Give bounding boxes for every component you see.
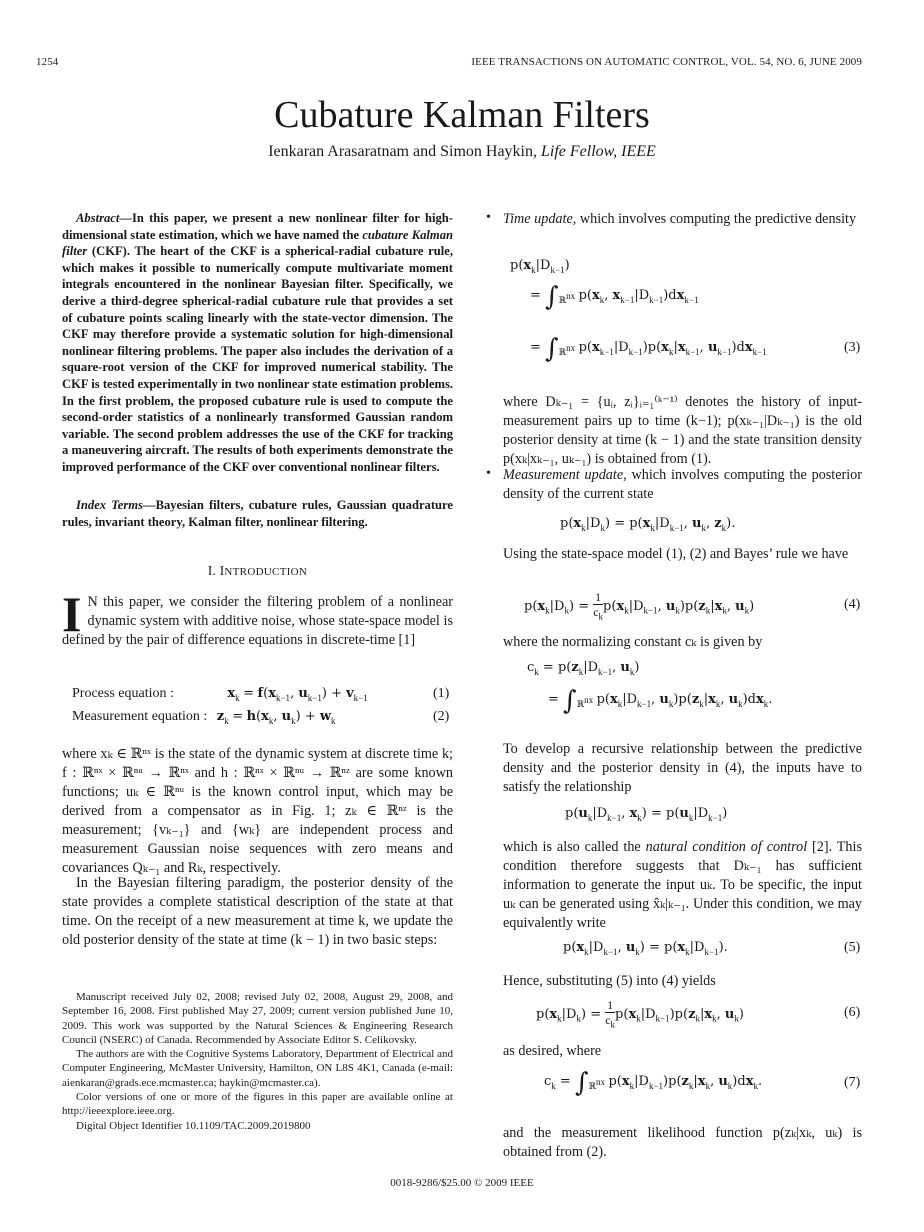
equation-6: $p(x_k|D_k)$ = $\frac{1}{c_k}$ $p(x_k|D_{k-1})p(z_k|x_k$, $u_k$) (536, 998, 744, 1030)
time-update-item (503, 210, 862, 229)
eq1-number: (1) (433, 686, 450, 701)
time-update-term: Time update (503, 211, 573, 227)
intro-p1-text: N this paper, we consider the filtering problem of a nonlinear dynamic system with additive noise, whose state-space model is defined by the pair of difference equations in discrete-time [1] (62, 594, 453, 648)
likelihood-text: and the measurement likelihood function p(zₖ|xₖ, uₖ) is obtained from (2). (503, 1125, 862, 1160)
eq7-number: (7) (844, 1075, 861, 1090)
author-line: Ienkaran Arasaratnam and Simon Haykin, Life Fellow, IEEE (268, 143, 656, 160)
hence-text: Hence, substituting (5) into (4) yields (503, 973, 716, 989)
intro-paragraph-3: In the Bayesian filtering paradigm, the posterior density of the state provides a complete statistical description of the state at that time. On the receipt of a new measurement at time k, we update the old posterior density of the state at time (k − 1) in two basic steps: (62, 875, 453, 948)
eq3-number: (3) (844, 340, 861, 355)
drop-cap: I (62, 586, 82, 642)
natural-term: natural condition of control (645, 839, 808, 855)
bayes-text: Using the state-space model (1), (2) and Bayes’ rule we have (503, 546, 849, 562)
equation-5: $p(x_k|D_{k-1}$, $u_k) = p(x_k|D_{k-1})$. (563, 940, 728, 957)
intro-paragraph-2: where xₖ ∈ ℝⁿˣ is the state of the dynamic system at discrete time k; f : ℝⁿˣ × ℝⁿᵘ → ℝⁿˣ and h : ℝⁿˣ × ℝⁿᵘ → ℝⁿᶻ are some known functions; uₖ ∈ ℝⁿᵘ is the known control input, which may be derived from a compensator as in Fig. 1; zₖ ∈ ℝⁿᶻ is the measurement; {vₖ₋₁} and {wₖ} are independent process and measurement Gaussian noise sequences with zero means and covariances Qₖ₋₁ and Rₖ, respectively. (62, 746, 453, 876)
after-eq3-text: where Dₖ₋₁ = {uᵢ, zᵢ}ᵢ₌₁⁽ᵏ⁻¹⁾ denotes the history of input-measurement pairs up to time (k−1); p(xₖ₋₁|Dₖ₋₁) is the old posterior density at time (k − 1) and the state transition density p(xₖ|xₖ₋₁, uₖ₋₁) is obtained from (1). (503, 394, 862, 467)
eq6-number: (6) (844, 1005, 861, 1020)
section-title-rest: NTRODUCTION (224, 566, 308, 578)
index-terms (62, 497, 453, 530)
author-affiliation: Life Fellow, IEEE (541, 143, 656, 160)
time-update-text: , which involves computing the predictive density (572, 211, 857, 227)
bullet-icon: • (486, 210, 491, 225)
natural-pre: which is also called the (503, 839, 646, 855)
equation-7: $c_k = \int_{ℝ^{nx}}$ $p(x_k|D_{k-1})p(z_k|x_k$, $u_k)dx_k$. (544, 1068, 763, 1098)
eq4-number: (4) (844, 597, 861, 612)
natural-condition-text (503, 838, 862, 933)
normalizing-equation-line-2: = $\int_{ℝ^{nx}}$ $p(x_k|D_{k-1}$, $u_k)p(z_k|x_k$, $u_k)dx_k$. (548, 686, 773, 716)
eq2-label: Measurement equation : (72, 709, 208, 724)
index-terms-label: Index Terms (76, 498, 143, 512)
abstract (62, 210, 453, 476)
posterior-equation: $p(x_k|D_k) = p(x_k|D_{k-1}$, $u_k$, $z_k$). (560, 516, 736, 533)
natural-post: [2]. This condition therefore suggests that Dₖ₋₁ has sufficient information to generate the input uₖ. To be specific, the input uₖ can be generated using x̂ₖ|ₖ₋₁. Under this condition, we may equivalently write (503, 839, 862, 931)
bullet-icon: • (486, 466, 491, 481)
footnotes (62, 990, 453, 1133)
measurement-update-term: Measurement update (503, 467, 624, 483)
eq2-number: (2) (433, 709, 450, 724)
page-number: 1254 (36, 56, 59, 68)
section-title-first: I (219, 563, 225, 578)
equation-1: Process equation : $x_k = f(x_{k-1}$, $u_{k-1}) + v_{k-1}$ (72, 686, 368, 703)
section-heading (62, 563, 453, 579)
footnote-authors: The authors are with the Cognitive Systems Laboratory, Department of Electrical and Computer Engineering, McMaster University, Hamilton, ON L8S 4K1, Canada (e-mail: aienkaran@grads.ece.mcmaster.ca; haykin@mcmaster.ca). (62, 1048, 453, 1089)
intro-paragraph-1 (62, 586, 453, 650)
index-terms-text: —Bayesian filters, cubature rules, Gaussian quadrature rules, invariant theory, Kalman filter, nonlinear filtering. (62, 498, 453, 529)
author-names: Ienkaran Arasaratnam and Simon Haykin (268, 143, 533, 160)
normalizing-equation-line-1: $c_k = p(z_k|D_{k-1}$, $u_k$) (527, 660, 640, 677)
journal-header: IEEE TRANSACTIONS ON AUTOMATIC CONTROL, VOL. 54, NO. 6, JUNE 2009 (471, 56, 862, 68)
desired-text: as desired, where (503, 1043, 602, 1059)
equation-3-line-1: $p(x_k|D_{k-1})$ (510, 258, 570, 275)
abstract-text-1: —In this paper, we present a new nonlinear filter for high-dimensional state estimation, which we have named the (62, 211, 453, 242)
measurement-update-item (503, 466, 862, 504)
equation-2: Measurement equation : $z_k = h(x_k$, $u_k) + w_k$ (72, 709, 336, 726)
equation-3-line-3: = $\int_{ℝ^{nx}}$ $p(x_{k-1}|D_{k-1})p(x_k|x_{k-1}$, $u_{k-1})dx_{k-1}$ (530, 334, 767, 364)
eq5-number: (5) (844, 940, 861, 955)
natural-condition-equation: $p(u_k|D_{k-1}$, $x_k) = p(u_k|D_{k-1})$ (565, 806, 728, 823)
footnote-manuscript: Manuscript received July 02, 2008; revised July 02, 2008, August 29, 2008, and September 16, 2008. First published May 27, 2009; current version published June 10, 2009. This work was supported by the Natural Sciences & Engineering Research Council (NSERC) of Canada. Recommended by Associate Editor S. Celikovsky. (62, 991, 453, 1046)
section-number: I. (207, 563, 217, 578)
footnote-doi: Digital Object Identifier 10.1109/TAC.2009.2019800 (76, 1119, 311, 1132)
recursive-text: To develop a recursive relationship between the predictive density and the posterior density in (4), the inputs have to satisfy the relationship (503, 741, 862, 795)
abstract-text-2: (CKF). The heart of the CKF is a spherical-radial cubature rule, which makes it possible to numerically compute multivariate moment integrals encountered in the nonlinear Bayesian filter. Specifically, we derive a third-degree spherical-radial cubature rule that provides a set of cubature points scaling linearly with the state-vector dimension. The CKF may therefore provide a systematic solution for high-dimensional nonlinear filtering problems. The paper also includes the derivation of a square-root version of the CKF for improved numerical stability. The CKF is tested experimentally in two nonlinear state estimation problems. In the first problem, the proposed cubature rule is used to compute the second-order statistics of a nonlinearly transformed Gaussian random variable. The second problem addresses the use of the CKF for tracking a maneuvering aircraft. The results of both experiments demonstrate the improved performance of the CKF over conventional nonlinear filters. (62, 244, 453, 474)
abstract-label: Abstract (76, 211, 120, 225)
paper-title: Cubature Kalman Filters (274, 94, 650, 136)
abstract-term: cubature Kalman filter (62, 227, 453, 259)
equation-3-line-2: = $\int_{ℝ^{nx}}$ $p(x_k$, $x_{k-1}|D_{k-1})dx_{k-1}$ (530, 282, 699, 312)
equation-4: $p(x_k|D_k)$ = $\frac{1}{c_k}$ $p(x_k|D_{k-1}$, $u_k)p(z_k|x_k$, $u_k$) (524, 590, 755, 622)
copyright-footer: 0018-9286/$25.00 © 2009 IEEE (390, 1177, 534, 1189)
eq1-label: Process equation : (72, 686, 174, 701)
normalizing-text: where the normalizing constant cₖ is given by (503, 634, 763, 650)
footnote-color: Color versions of one or more of the figures in this paper are available online at http://ieeexplore.ieee.org. (62, 1091, 453, 1118)
measurement-update-text: , which involves computing the posterior density of the current state (503, 467, 863, 502)
